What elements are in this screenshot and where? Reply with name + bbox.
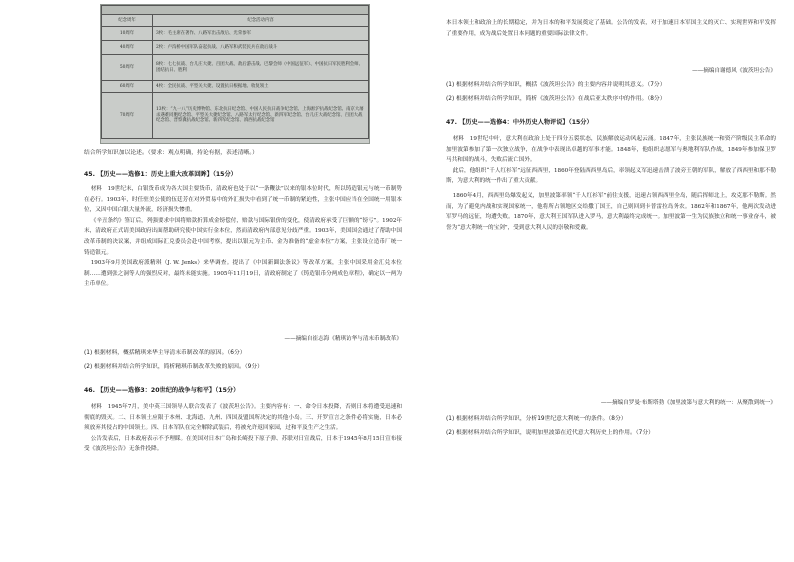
q45-source: ——摘编自崔志海《精琪访华与清末币制改革》: [284, 336, 402, 342]
q47-paragraph: 1860年4月，西西里岛爆发起义，加里波第率领“千人红衫军”前往支援，迅速占领西西里全岛，随后挥师北上，攻克那不勒斯。然而，为了避免内战和实现国家统一，他将所占领地区交给撒丁国王，自己则回到卡普雷拉岛务农。1862年和1867年，他两次发动进军罗马的远征，均遭失败。1870年，意大利王国军队进入罗马，意大利最终完成统一。加里波第一生为民族独立和统一事业奋斗，被誉为“意大利统一的宝剑”，受到意大利人民的崇敬和爱戴。: [446, 192, 776, 231]
table-cell-year: 10周年: [102, 27, 153, 41]
q45-material: [84, 184, 402, 334]
q45-question-1: (1) 根据材料，概括精琪来华主导清末币制改革的原因。（6分）: [84, 350, 246, 356]
q47-question-2: (2) 根据材料并结合所学知识，说明加里波第在近代意大利历史上的作用。（7分）: [446, 430, 654, 436]
photo-table-image: [100, 4, 370, 144]
q45-paragraph: 材料 19世纪末，白银货币成为各大国主要货币，清政府也处于以“一条鞭法”以来的银本位时代，所以铸造银元与统一币制势在必行。1903年，时任驻美公使的伍廷芳在对外贸易中的外汇损失中看到了统一币制的紧迫性，主张中国应当在全国统一用银本位，又因中国白银大量外流，经济损失惨重。: [84, 186, 402, 214]
table-header-row: [102, 15, 369, 27]
table-row: [102, 41, 369, 55]
table-header-year: 纪念周年: [102, 15, 153, 27]
table-header-content: 纪念活动内容: [153, 15, 369, 27]
table-row: [102, 93, 369, 139]
q47-question-1: (1) 根据材料并结合所学知识，分析19世纪意大利统一的条件。（8分）: [446, 416, 627, 422]
table-cell-content: 2枚：卢沟桥中国军队奋起抗战、八路军和武装民兵在敌后战斗: [153, 41, 369, 55]
table-cell-year: 40周年: [102, 41, 153, 55]
table-cell-year: 60周年: [102, 81, 153, 93]
q45-question-2: (2) 根据材料并结合所学知识，简析精琪币制改革失败的原因。（9分）: [84, 364, 263, 370]
q47-paragraph: 材料 19世纪中叶，意大利在政治上处于四分五裂状态，民族解放运动风起云涌。1847年，主张民族统一和资产阶级民主革命的加里波第参加了第一次独立战争，在战争中表现出卓越的军事才能。1848年，他组织志愿军与奥地利军队作战，1849年参加保卫罗马共和国的战斗，失败后流亡国外。: [446, 136, 776, 164]
q47-source: ——摘编自罗曼·布斯塔勃《加里波第与意大利的统一：从聚散到统一》: [600, 400, 776, 406]
q44-requirement: 结合所学知识加以论述。（要求：观点明确，持论有据，表述清晰。）: [84, 150, 258, 156]
q47-paragraph: 此后，他组织“千人红衫军”远征西西里，1860年登陆西西里岛后，率领起义军迅速击溃了波旁王朝的军队，解放了西西里和那不勒斯，为意大利的统一作出了重大贡献。: [446, 167, 776, 185]
commemoration-table: [101, 5, 369, 139]
q45-paragraph: 《辛丑条约》签订后，列强要求中国将赔款折算成金镑偿付，赔款与国际银价的变化，使清政府承受了巨额的“镑亏”。1902年末，清政府正式请美国政府出面帮助研究使中国实行金本位，然而清政府内部意见分歧严重。1903年，美国国会通过了帮助中国改革币制的决议案，并组成国际汇兑委员会赴中国考察，提出以银元为主币、金为准备的“虚金本位”方案，主张设立造币厂统一铸造银元。: [84, 217, 402, 256]
table-cell-content: 3枚：毛主席在著作、八路军出击敌后、光荣参军: [153, 27, 369, 41]
q46-material: [84, 402, 402, 550]
q45-paragraph: 1903年9月美国政府派精琪（J. W. Jenks）来华调查。提出了《中国新圜法条议》等改革方案，主张中国采用金汇兑本位制……遭到张之洞等人的强烈反对，最终未能实施。1905年11月19日，清政府制定了《铸造银币分两成色章程》，确定以一两为主币单位。: [84, 260, 402, 288]
table-row: [102, 81, 369, 93]
table-cell-year: 50周年: [102, 55, 153, 81]
q47-material: [446, 134, 776, 506]
q46-continued-paragraph: 本日本领土和政治上的长期稳定，并为日本的和平发展奠定了基础。公告的发表，对于加速日本军国主义的灭亡、实现世界和平发挥了重要作用，成为战后处置日本问题的重要国际法律文件。: [446, 20, 776, 37]
q45-heading: 45. 【历史——选修1：历史上重大改革回眸】（15分）: [84, 171, 237, 178]
table-row: [102, 27, 369, 41]
q46-question-2: (2) 根据材料并结合所学知识，简析《波茨坦公告》在战后亚太秩序中的作用。（8分）: [446, 96, 666, 102]
q46-question-1: (1) 根据材料并结合所学知识，概括《波茨坦公告》的主要内容并说明其意义。（7分）: [446, 82, 666, 88]
q46-paragraph: 材料 1945年7月，美中英三国领导人联合发表了《波茨坦公告》。主要内容有：一、命令日本投降，否则日本将遭受迅速和彻底的毁灭。二、日本领土应限于本州、北海道、九州、四国及盟国所决定的其他小岛。三、开罗宣言之条件必将实施，日本必须放弃其侵占的中国领土。四、日本军队在完全解除武装后，将被允许返回家园，过和平及生产之生活。: [84, 404, 402, 432]
table-cell-content: 13枚：“九一八”历史博物馆、东北抗日纪念馆、中国人民抗日战争纪念馆、上海淞沪抗战纪念馆、南京大屠杀遇难同胞纪念馆、平型关大捷纪念馆、八路军太行纪念馆、新四军纪念馆、台儿庄大战纪念馆、百团大战纪念馆、晋察冀抗战纪念馆、新四军纪念馆、滇西抗战纪念馆: [153, 93, 369, 139]
q46-paragraph: 公告发表后，日本政府表示不予理睬。在美国对日本广岛和长崎投下原子弹、苏联对日宣战后，日本于1945年8月15日宣布接受《波茨坦公告》无条件投降。: [84, 435, 402, 453]
table-top-strip: [102, 6, 369, 15]
q46-source: ——摘编自谢德风《波茨坦公告》: [692, 68, 776, 74]
q46-material-continued: [446, 18, 776, 62]
table-cell-year: 70周年: [102, 93, 153, 139]
table-cell-content: 4枚：全民抗战、平型关大捷、设置抗日根据地、收复领土: [153, 81, 369, 93]
q46-heading: 46. 【历史——选修3：20世纪的战争与和平】（15分）: [84, 387, 240, 394]
q47-heading: 47. 【历史——选修4：中外历史人物评说】（15分）: [446, 119, 593, 126]
table-cell-content: 8枚：七七抗战、台儿庄大捷、百团大战、敌后游击战、巴黎会师（中国远征军）、中国抗日军民胜利会师、团结抗日、胜利: [153, 55, 369, 81]
table-row: [102, 55, 369, 81]
